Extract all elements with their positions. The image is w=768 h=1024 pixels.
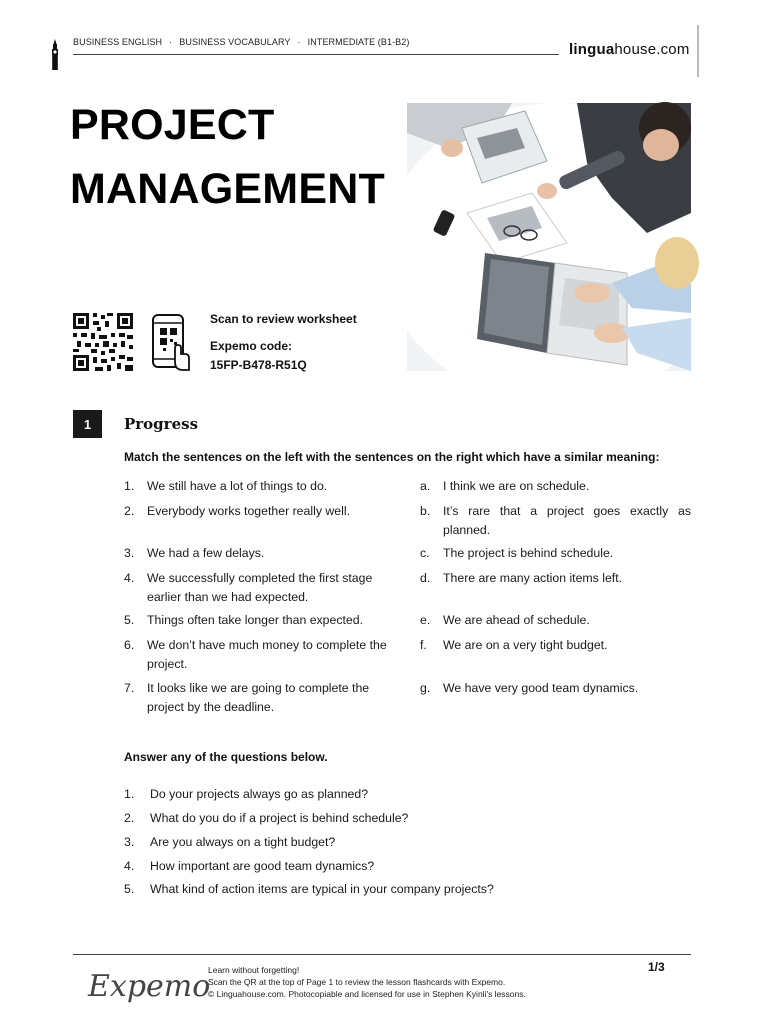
question-number: 4.	[124, 859, 135, 873]
question-text: What kind of action items are typical in your company projects?	[150, 882, 494, 896]
header-divider	[73, 54, 559, 55]
item-letter: f.	[420, 638, 427, 652]
match-instruction: Match the sentences on the left with the sentences on the right which have a similar meaning:	[124, 450, 660, 464]
section-number-badge: 1	[73, 410, 102, 438]
breadcrumb-item-business-vocabulary: BUSINESS VOCABULARY	[179, 37, 291, 47]
item-text: Things often take longer than expected.	[147, 613, 364, 627]
expemo-code-value: 15FP-B478-R51Q	[210, 358, 307, 372]
question-number: 2.	[124, 811, 135, 825]
item-text: We still have a lot of things to do.	[147, 479, 328, 493]
qr-code[interactable]	[73, 313, 133, 371]
question-text: How important are good team dynamics?	[150, 859, 375, 873]
brand-bold: lingua	[569, 41, 615, 58]
item-letter: d.	[420, 571, 431, 585]
item-text: Everybody works together really well.	[147, 504, 350, 518]
title-line-2: MANAGEMENT	[70, 165, 385, 213]
meeting-photo	[407, 103, 691, 371]
expemo-code-label: Expemo code:	[210, 339, 293, 353]
item-letter: g.	[420, 681, 431, 695]
breadcrumb	[73, 37, 409, 47]
section-title: Progress	[124, 415, 199, 433]
item-letter: a.	[420, 479, 431, 493]
item-number: 1.	[124, 479, 135, 493]
item-letter: c.	[420, 546, 430, 560]
question-number: 5.	[124, 882, 135, 896]
item-letter: e.	[420, 613, 431, 627]
question-text: What do you do if a project is behind schedule?	[150, 811, 409, 825]
breadcrumb-separator: ·	[297, 37, 301, 47]
breadcrumb-item-level: INTERMEDIATE (B1-B2)	[307, 37, 410, 47]
brand-rest: house.com	[614, 41, 690, 58]
logo-text: Expemo	[88, 969, 211, 1004]
title-line-1: PROJECT	[70, 101, 275, 149]
item-text: We are ahead of schedule.	[443, 613, 590, 627]
item-number: 6.	[124, 638, 135, 652]
questions-instruction: Answer any of the questions below.	[124, 750, 328, 764]
item-text: The project is behind schedule.	[443, 546, 614, 560]
page-number: 1/3	[648, 960, 665, 974]
item-text: There are many action items left.	[443, 571, 623, 585]
item-text: We have very good team dynamics.	[443, 681, 639, 695]
phone-scan-icon	[151, 314, 191, 372]
question-number: 1.	[124, 787, 135, 801]
brand-bar	[697, 25, 699, 77]
breadcrumb-item-business-english: BUSINESS ENGLISH	[73, 37, 163, 47]
item-text: I think we are on schedule.	[443, 479, 590, 493]
footer-instruction: Scan the QR at the top of Page 1 to review the lesson flashcards with Expemo.	[208, 977, 506, 987]
expemo-logo	[88, 962, 211, 1010]
scan-label: Scan to review worksheet	[210, 312, 357, 326]
item-number: 3.	[124, 546, 135, 560]
footer-tagline: Learn without forgetting!	[208, 965, 300, 975]
brand-logo	[569, 41, 690, 58]
footer-divider	[73, 954, 691, 955]
item-text: It looks like we are going to complete the project by the deadline.	[147, 681, 370, 714]
item-text: We don’t have much money to complete the project.	[147, 638, 387, 671]
item-text: We are on a very tight budget.	[443, 638, 608, 652]
item-letter: b.	[420, 504, 431, 518]
item-number: 5.	[124, 613, 135, 627]
question-number: 3.	[124, 835, 135, 849]
item-text: It’s rare that a project goes exactly as planned.	[443, 504, 691, 537]
breadcrumb-separator: ·	[169, 37, 173, 47]
question-text: Do your projects always go as planned?	[150, 787, 369, 801]
big-ben-icon	[50, 39, 60, 70]
item-number: 4.	[124, 571, 135, 585]
item-text: We successfully completed the first stage earlier than we had expected.	[147, 571, 373, 604]
question-text: Are you always on a tight budget?	[150, 835, 336, 849]
footer-copyright: © Linguahouse.com. Photocopiable and licensed for use in Stephen Kyinli's lessons.	[208, 989, 526, 999]
page-title	[70, 93, 400, 221]
item-text: We had a few delays.	[147, 546, 265, 560]
item-number: 7.	[124, 681, 135, 695]
item-number: 2.	[124, 504, 135, 518]
